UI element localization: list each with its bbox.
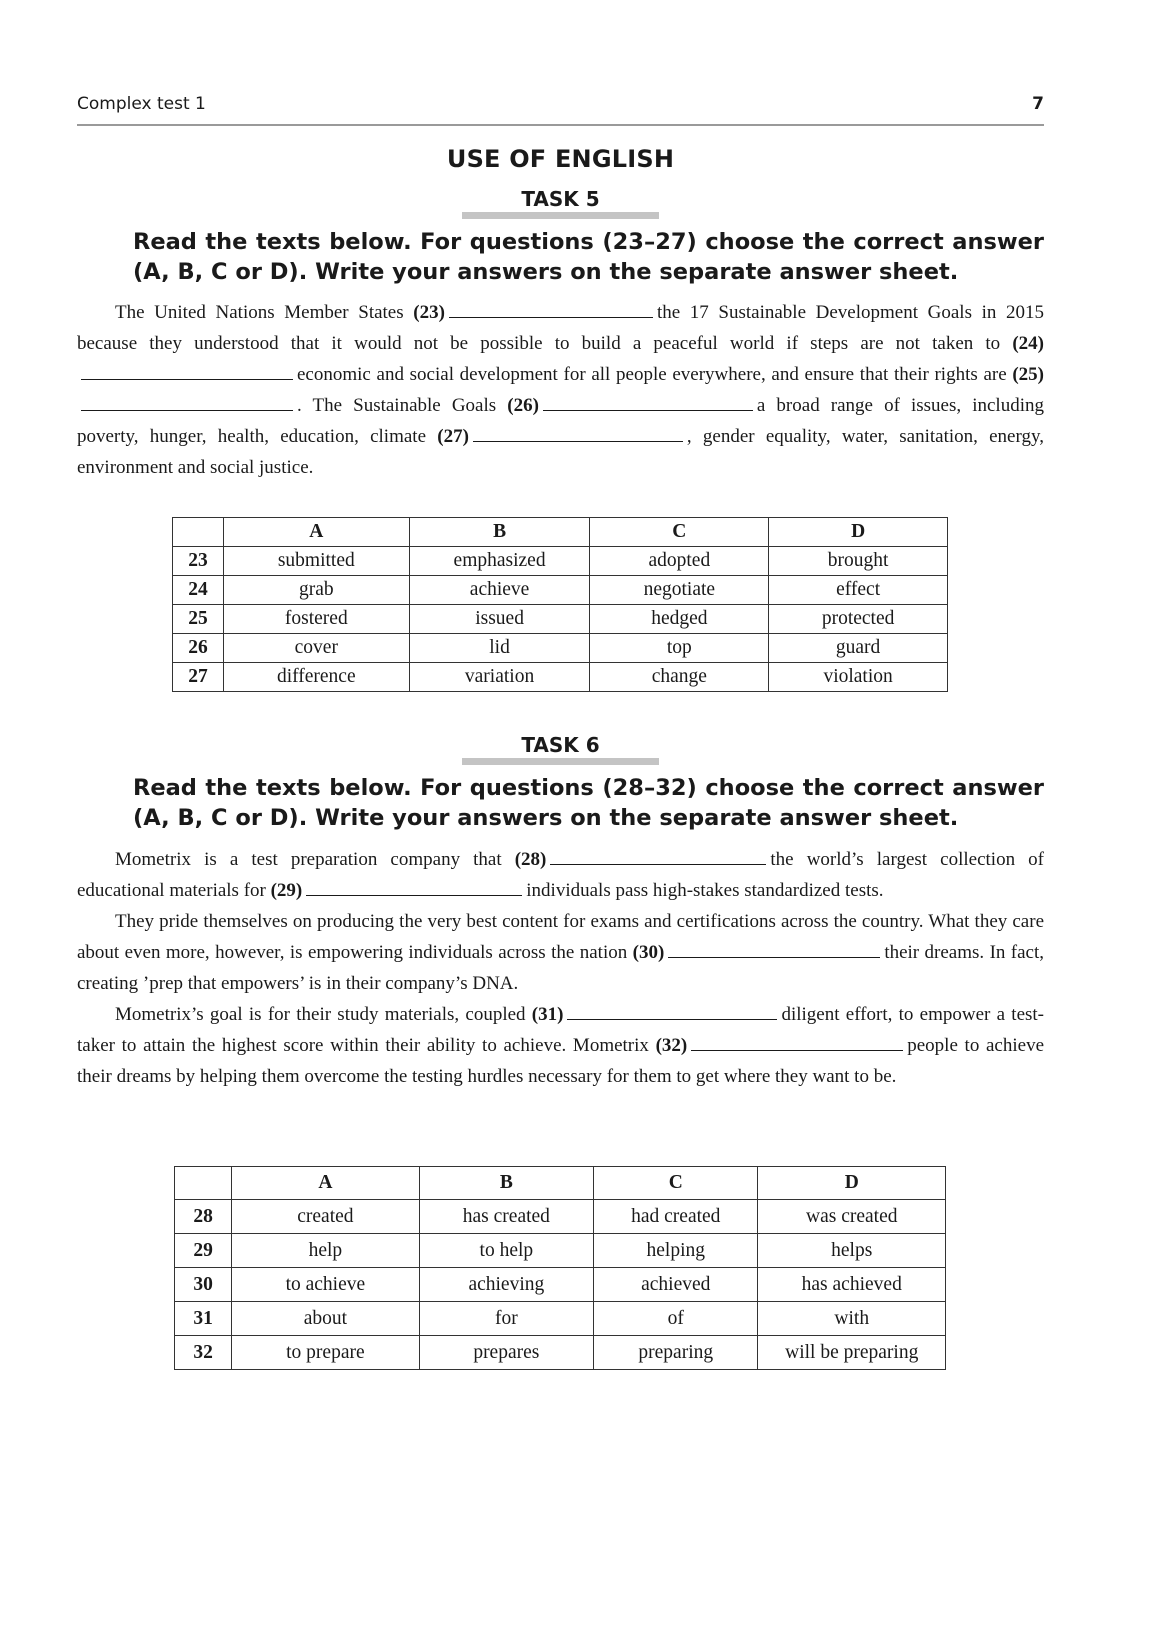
option-cell: issued (409, 605, 590, 634)
answer-blank-27 (473, 423, 683, 442)
option-cell: about (232, 1302, 419, 1336)
option-cell: violation (769, 663, 948, 692)
option-cell: to achieve (232, 1268, 419, 1302)
row-number: 24 (173, 576, 224, 605)
option-cell: helps (758, 1234, 946, 1268)
task6-instruction: Read the texts below. For questions (28–32) choose the correct answer (A, B, C or D). Write your answers on the separate answer sheet. (133, 775, 1044, 831)
option-cell: variation (409, 663, 590, 692)
task6-text-paragraph-3 (77, 999, 1044, 1092)
option-cell: preparing (594, 1336, 758, 1370)
option-cell: achieved (594, 1268, 758, 1302)
option-cell: achieve (409, 576, 590, 605)
option-cell: will be preparing (758, 1336, 946, 1370)
option-cell: adopted (590, 547, 769, 576)
answer-blank-29 (306, 877, 522, 896)
task5-options-table (172, 517, 948, 692)
table-row (173, 663, 948, 692)
table-row (175, 1234, 946, 1268)
table-row (173, 605, 948, 634)
task6-text-segment: Mometrix’s goal is for their study materials, coupled (115, 1004, 526, 1025)
option-cell: emphasized (409, 547, 590, 576)
option-cell: has achieved (758, 1268, 946, 1302)
option-cell: has created (419, 1200, 593, 1234)
task6-text-segment: their dreams. In fact, creating ’prep that empowers’ is in their company’s DNA. (77, 942, 1045, 994)
task6-options-table (174, 1166, 946, 1370)
option-cell: lid (409, 634, 590, 663)
question-number-23: (23) (413, 302, 445, 323)
table-row (173, 576, 948, 605)
option-cell: cover (223, 634, 409, 663)
answer-blank-31 (567, 1001, 777, 1020)
running-head-title: Complex test 1 (77, 94, 206, 114)
column-header: D (758, 1167, 946, 1200)
table-row (175, 1268, 946, 1302)
task5-text-segment: a broad range of issues, including poverty, hunger, health, education, climate (77, 395, 1044, 447)
question-number-28: (28) (514, 849, 547, 870)
option-cell: hedged (590, 605, 769, 634)
option-cell: was created (758, 1200, 946, 1234)
table-corner-cell (175, 1167, 232, 1200)
option-cell: to help (419, 1234, 593, 1268)
task5-text-segment: , gender equality, water, sanitation, energy, environment and social justice. (77, 426, 1044, 478)
task6-text-paragraph-2 (77, 906, 1044, 999)
row-number: 30 (175, 1268, 232, 1302)
table-header-row (173, 518, 948, 547)
question-number-30: (30) (632, 942, 665, 963)
task6-text-segment: They pride themselves on producing the very best content for exams and certifications across the country. What they care about even more, however, is empowering individuals across the nation (77, 911, 1044, 963)
option-cell: prepares (419, 1336, 593, 1370)
option-cell: difference (223, 663, 409, 692)
question-number-31: (31) (531, 1004, 564, 1025)
task5-underline-bar (462, 212, 659, 219)
task6-text-paragraph-1 (77, 844, 1044, 906)
table-row (175, 1302, 946, 1336)
question-number-29: (29) (270, 880, 303, 901)
task5-label: TASK 5 (521, 187, 600, 211)
row-number: 31 (175, 1302, 232, 1336)
task6-text-segment: diligent effort, to empower a test-taker to attain the highest score within their ability to achieve. Mometrix (77, 1004, 1045, 1056)
column-header: A (232, 1167, 419, 1200)
column-header: B (409, 518, 590, 547)
option-cell: effect (769, 576, 948, 605)
answer-blank-30 (668, 939, 880, 958)
option-cell: help (232, 1234, 419, 1268)
option-cell: grab (223, 576, 409, 605)
option-cell: to prepare (232, 1336, 419, 1370)
task5-text-segment: The United Nations Member States (115, 302, 404, 323)
row-number: 29 (175, 1234, 232, 1268)
table-row (175, 1336, 946, 1370)
task5-text (77, 297, 1044, 483)
option-cell: helping (594, 1234, 758, 1268)
question-number-26: (26) (507, 395, 539, 416)
task5-text-segment: the 17 Sustainable Development Goals in 2015 because they understood that it would not be possible to build a peaceful world if steps are not taken to (77, 302, 1045, 354)
row-number: 27 (173, 663, 224, 692)
option-cell: created (232, 1200, 419, 1234)
answer-blank-26 (543, 392, 753, 411)
column-header: C (594, 1167, 758, 1200)
option-cell: protected (769, 605, 948, 634)
task6-text-segment: individuals pass high-stakes standardized tests. (526, 880, 884, 901)
answer-blank-24 (81, 361, 293, 380)
table-corner-cell (173, 518, 224, 547)
option-cell: top (590, 634, 769, 663)
task6-text-segment: Mometrix is a test preparation company that (115, 849, 502, 870)
page-number: 7 (1032, 94, 1044, 114)
task5-text-segment: economic and social development for all people everywhere, and ensure that their rights are (297, 364, 1007, 385)
row-number: 23 (173, 547, 224, 576)
task6-text-segment: the world’s largest collection of educational materials for (77, 849, 1044, 901)
option-cell: change (590, 663, 769, 692)
answer-blank-32 (691, 1032, 903, 1051)
option-cell: had created (594, 1200, 758, 1234)
task6-text-segment: people to achieve their dreams by helping them overcome the testing hurdles necessary for them to get where they want to be. (77, 1035, 1045, 1087)
option-cell: submitted (223, 547, 409, 576)
question-number-25: (25) (1012, 364, 1045, 385)
column-header: C (590, 518, 769, 547)
question-number-24: (24) (1012, 333, 1044, 354)
task5-text-segment: . The Sustainable Goals (297, 395, 497, 416)
task5-instruction: Read the texts below. For questions (23–27) choose the correct answer (A, B, C or D). Write your answers on the separate answer sheet. (133, 229, 1044, 285)
column-header: B (419, 1167, 593, 1200)
answer-blank-28 (550, 846, 766, 865)
table-row (173, 634, 948, 663)
column-header: D (769, 518, 948, 547)
question-number-32: (32) (655, 1035, 688, 1056)
column-header: A (223, 518, 409, 547)
row-number: 26 (173, 634, 224, 663)
section-title: USE OF ENGLISH (446, 145, 675, 173)
option-cell: guard (769, 634, 948, 663)
running-head (77, 94, 1044, 118)
question-number-27: (27) (437, 426, 469, 447)
header-divider (77, 124, 1044, 126)
table-header-row (175, 1167, 946, 1200)
table-row (175, 1200, 946, 1234)
option-cell: fostered (223, 605, 409, 634)
row-number: 25 (173, 605, 224, 634)
row-number: 32 (175, 1336, 232, 1370)
option-cell: brought (769, 547, 948, 576)
option-cell: negotiate (590, 576, 769, 605)
table-row (173, 547, 948, 576)
option-cell: for (419, 1302, 593, 1336)
task6-label: TASK 6 (521, 733, 600, 757)
option-cell: with (758, 1302, 946, 1336)
option-cell: achieving (419, 1268, 593, 1302)
option-cell: of (594, 1302, 758, 1336)
answer-blank-25 (81, 392, 293, 411)
row-number: 28 (175, 1200, 232, 1234)
task6-underline-bar (462, 758, 659, 765)
answer-blank-23 (449, 299, 653, 318)
